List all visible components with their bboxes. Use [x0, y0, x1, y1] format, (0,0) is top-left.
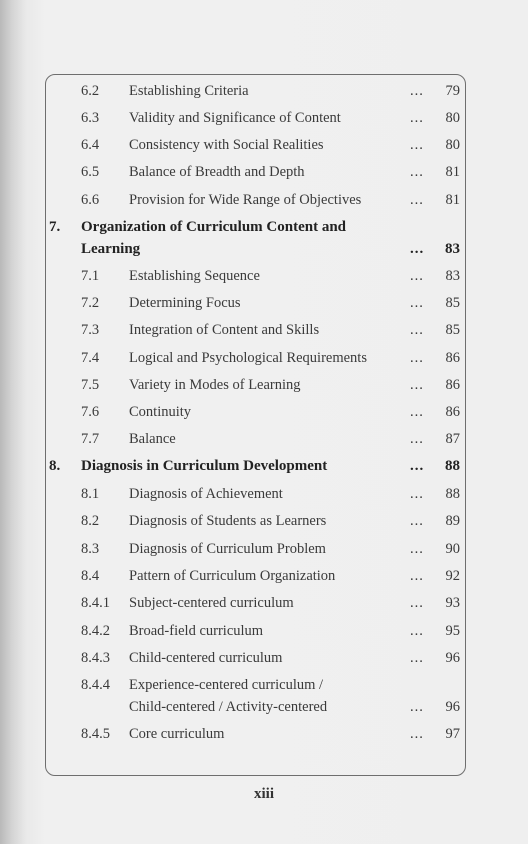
leader-dots: ...: [410, 377, 424, 393]
entry-page: 97: [445, 726, 460, 742]
entry-number: 8.1: [81, 486, 100, 502]
chapter-title-line1: Organization of Curriculum Content and: [81, 219, 347, 235]
entry-title: Subject-centered curriculum: [129, 595, 294, 611]
entry-number: 8.4.4: [81, 677, 110, 693]
leader-dots: ...: [410, 541, 424, 557]
entry-number: 6.3: [81, 110, 100, 126]
entry-title: Balance of Breadth and Depth: [129, 164, 305, 180]
entry-page: 86: [445, 404, 460, 420]
entry-title: Child-centered curriculum: [129, 650, 283, 666]
entry-number: 6.4: [81, 137, 100, 153]
entry-number: 8.4.5: [81, 726, 110, 742]
entry-title: Core curriculum: [129, 726, 225, 742]
entry-page: 96: [445, 699, 460, 715]
entry-title: Determining Focus: [129, 295, 241, 311]
entry-title: Establishing Criteria: [129, 83, 249, 99]
entry-title: Provision for Wide Range of Objectives: [129, 192, 362, 208]
leader-dots: ...: [410, 568, 424, 584]
entry-page: 87: [445, 431, 460, 447]
entry-number: 6.5: [81, 164, 100, 180]
entry-title: Variety in Modes of Learning: [129, 377, 301, 393]
entry-title: Integration of Content and Skills: [129, 322, 320, 338]
leader-dots: ...: [410, 322, 424, 338]
entry-title: Balance: [129, 431, 176, 447]
entry-page: 86: [445, 350, 460, 366]
entry-title-line2: Child-centered / Activity-centered: [129, 699, 328, 715]
entry-title: Establishing Sequence: [129, 268, 260, 284]
entry-page: 92: [445, 568, 460, 584]
leader-dots: ...: [410, 164, 424, 180]
entry-page: 81: [445, 164, 460, 180]
entry-page: 80: [445, 137, 460, 153]
leader-dots: ...: [410, 137, 424, 153]
entry-number: 8.4.2: [81, 623, 110, 639]
entry-number: 7.3: [81, 322, 100, 338]
leader-dots: ...: [410, 241, 425, 257]
entry-page: 81: [445, 192, 460, 208]
chapter-number: 8.: [49, 458, 61, 474]
entry-title: Diagnosis of Students as Learners: [129, 513, 327, 529]
leader-dots: ...: [410, 110, 424, 126]
entry-page: 86: [445, 377, 460, 393]
leader-dots: ...: [410, 595, 424, 611]
leader-dots: ...: [410, 268, 424, 284]
chapter-title: Diagnosis in Curriculum Development: [81, 458, 328, 474]
entry-number: 8.4.1: [81, 595, 110, 611]
entry-title: Broad-field curriculum: [129, 623, 264, 639]
entry-number: 7.6: [81, 404, 100, 420]
leader-dots: ...: [410, 295, 424, 311]
entry-title: Diagnosis of Curriculum Problem: [129, 541, 326, 557]
leader-dots: ...: [410, 404, 424, 420]
entry-page: 89: [445, 513, 460, 529]
leader-dots: ...: [410, 726, 424, 742]
entry-title: Validity and Significance of Content: [129, 110, 341, 126]
entry-number: 6.6: [81, 192, 100, 208]
entry-page: 85: [445, 295, 460, 311]
entry-page: 96: [445, 650, 460, 666]
leader-dots: ...: [410, 650, 424, 666]
entry-number: 7.4: [81, 350, 100, 366]
entry-number: 8.2: [81, 513, 100, 529]
chapter-number: 7.: [49, 219, 61, 235]
entry-number: 7.5: [81, 377, 100, 393]
entry-page: 88: [445, 486, 460, 502]
entry-title-line1: Experience-centered curriculum /: [129, 677, 324, 693]
entry-number: 8.4: [81, 568, 100, 584]
entry-title: Pattern of Curriculum Organization: [129, 568, 336, 584]
chapter-page: 88: [445, 458, 460, 474]
entry-page: 85: [445, 322, 460, 338]
entry-number: 8.4.3: [81, 650, 110, 666]
entry-title: Diagnosis of Achievement: [129, 486, 283, 502]
leader-dots: ...: [410, 350, 424, 366]
leader-dots: ...: [410, 513, 424, 529]
leader-dots: ...: [410, 83, 424, 99]
entry-number: 6.2: [81, 83, 100, 99]
page-number-footer: xiii: [253, 786, 274, 802]
entry-page: 83: [445, 268, 460, 284]
entry-number: 7.7: [81, 431, 100, 447]
entry-page: 80: [445, 110, 460, 126]
entry-page: 95: [445, 623, 460, 639]
leader-dots: ...: [410, 699, 424, 715]
entry-page: 90: [445, 541, 460, 557]
entry-page: 93: [445, 595, 460, 611]
entry-number: 7.1: [81, 268, 100, 284]
leader-dots: ...: [410, 486, 424, 502]
entry-number: 8.3: [81, 541, 100, 557]
leader-dots: ...: [410, 192, 424, 208]
leader-dots: ...: [410, 431, 424, 447]
leader-dots: ...: [410, 458, 425, 474]
entry-title: Logical and Psychological Requirements: [129, 350, 367, 366]
entry-title: Consistency with Social Realities: [129, 137, 324, 153]
entry-title: Continuity: [129, 404, 192, 420]
chapter-page: 83: [445, 241, 460, 257]
leader-dots: ...: [410, 623, 424, 639]
chapter-title-line2: Learning: [81, 241, 141, 257]
entry-number: 7.2: [81, 295, 100, 311]
entry-page: 79: [445, 83, 460, 99]
